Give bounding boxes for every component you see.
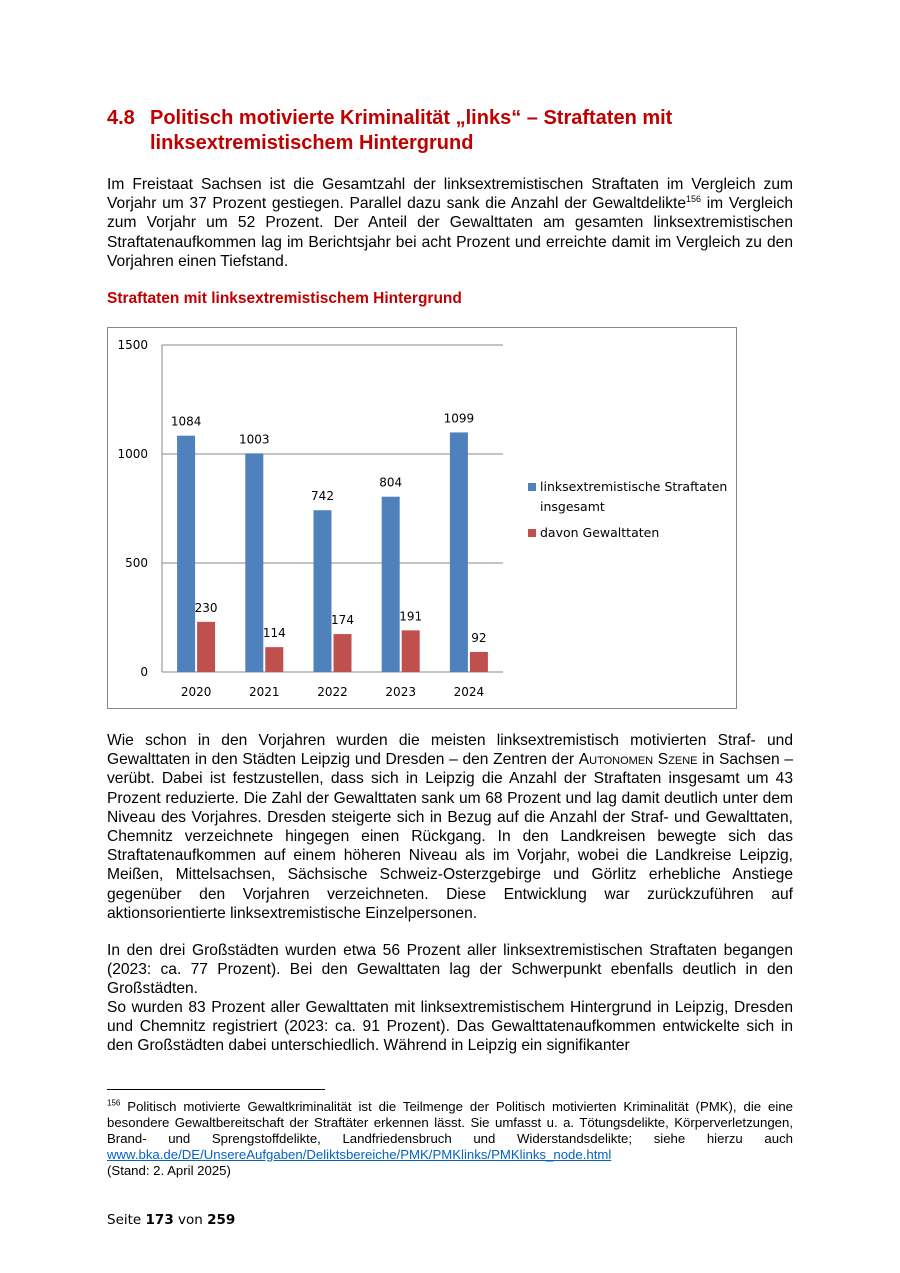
- y-tick-label: 1500: [117, 338, 148, 352]
- current-page: 173: [145, 1212, 174, 1228]
- data-label-total: 1084: [170, 414, 202, 429]
- data-label-violent: 114: [262, 626, 286, 641]
- total-pages: 259: [207, 1212, 236, 1228]
- bar-violent: [334, 634, 352, 672]
- bar-violent: [265, 647, 283, 672]
- x-tick-label: 2023: [385, 685, 416, 699]
- paragraph-gewalttaten: So wurden 83 Prozent aller Gewalttaten mit linksextremistischem Hintergrund in Leipzig, Dresden und Chemnitz registriert (2023: ca. 91 Prozent). Das Gewalttatenaufkommen entwickelte sich in den Großstädten dabei unterschiedlich. Während in Leipzig ein signifikanter: [107, 999, 793, 1055]
- data-label-violent: 92: [471, 630, 487, 645]
- x-tick-label: 2022: [317, 685, 348, 699]
- footnote-separator: [107, 1089, 325, 1090]
- intro-paragraph: Im Freistaat Sachsen ist die Gesamtzahl der linksextremistischen Straftaten im Vergleich zum Vorjahr um 37 Prozent gestiegen. Parallel dazu sank die Anzahl der Gewaltdelikte$^{156}$ im Vergleich zum Vorjahr um 52 Prozent. Der Anteil der Gewalttaten am gesamten linksextremistischen Straftatenaufkommen lag im Berichtsjahr bei acht Prozent und erreichte damit im Vergleich zu den Vorjahren einen Tiefstand.: [107, 176, 793, 270]
- y-tick-label: 1000: [117, 447, 148, 461]
- legend-swatch-violent: [528, 529, 536, 537]
- x-tick-label: 2024: [453, 685, 485, 699]
- bar-violent: [470, 652, 488, 672]
- legend-item-total: linksextremistische Straftaten insgesamt: [528, 477, 728, 517]
- autonome-szene-term: Autonomen Szene: [578, 751, 698, 769]
- y-tick-label: 500: [125, 556, 148, 570]
- bar-total: [382, 497, 400, 672]
- footnote: $^{156}$ Politisch motivierte Gewaltkriminalität ist die Teilmenge der Politisch motivierten Kriminalität (PMK), die eine besondere Gewaltbereitschaft der Straftäter erkennen lässt. Sie umfasst u. a. Tötungsdelikte, Körperverletzungen, Brand- und Sprengstoffdelikte, Landfriedensbruch und Widerstandsdelikte; siehe hierzu auch www.bka.de/DE/UnsereAufgaben/Deliktsbereiche/PMK/PMKlinks/PMKlinks_node.html (Stand: 2. April 2025): [107, 1098, 793, 1178]
- section-number: 4.8: [107, 107, 135, 129]
- y-tick-label: 0: [140, 665, 148, 679]
- data-label-total: 1099: [443, 411, 475, 426]
- data-label-total: 804: [379, 475, 403, 490]
- bar-violent: [402, 630, 420, 672]
- bar-total: [450, 432, 468, 672]
- section-title: Politisch motivierte Kriminalität „links“ – Straftaten mit linksextremistischem Hintergrund: [150, 107, 673, 154]
- data-label-violent: 174: [331, 613, 354, 628]
- footnote-marker: 156: [107, 1098, 121, 1108]
- data-label-violent: 230: [194, 600, 218, 615]
- legend-swatch-total: [528, 483, 536, 491]
- legend-item-violent: davon Gewalttaten: [528, 523, 728, 543]
- data-label-total: 1003: [239, 432, 270, 447]
- chart-heading: Straftaten mit linksextremistischem Hintergrund: [107, 290, 462, 307]
- chart-legend: [528, 477, 728, 549]
- bar-total: [245, 453, 263, 672]
- page-number: Seite 173 von 259: [107, 1212, 236, 1228]
- bar-chart: [107, 327, 737, 709]
- x-tick-label: 2020: [180, 685, 212, 699]
- data-label-violent: 191: [399, 609, 423, 624]
- footnote-link[interactable]: www.bka.de/DE/UnsereAufgaben/Deliktsbereiche/PMK/PMKlinks/PMKlinks_node.html: [107, 1147, 612, 1162]
- bar-violent: [197, 622, 215, 672]
- x-tick-label: 2021: [249, 685, 280, 699]
- bar-total: [177, 436, 195, 672]
- paragraph-grossstaedte: In den drei Großstädten wurden etwa 56 Prozent aller linksextremistischen Straftaten begangen (2023: ca. 77 Prozent). Bei den Gewalttaten lag der Schwerpunkt ebenfalls deutlich in den Großstädten.: [107, 942, 793, 998]
- bar-total: [314, 510, 332, 672]
- data-label-total: 742: [311, 489, 334, 504]
- paragraph-cities: Wie schon in den Vorjahren wurden die meisten linksextremistisch motivierten Straf- und Gewalttaten in den Städten Leipzig und Dresden – den Zentren der Autonomen Szene in Sachsen – verübt. Dabei ist festzustellen, dass sich in Leipzig die Anzahl der Straftaten insgesamt um 43 Prozent reduzierte. Die Zahl der Gewalttaten sank um 68 Prozent und lag damit deutlich unter dem Niveau des Vorjahres. Dresden steigerte sich in Bezug auf die Anzahl der Straf- und Gewalttaten, Chemnitz verzeichnete hingegen einen Rückgang. In den Landkreisen bewegte sich das Straftatenaufkommen auf einem höheren Niveau als im Vorjahr, wobei die Landkreise Leipzig, Meißen, Mittelsachsen, Sächsische Schweiz-Osterzgebirge und Görlitz erhebliche Anstiege gegenüber den Vorjahren verzeichneten. Diese Entwicklung war zurückzuführen auf aktionsorientierte linksextremistische Einzelpersonen.: [107, 732, 793, 922]
- section-heading: [107, 106, 807, 156]
- footnote-reference[interactable]: 156: [686, 194, 702, 205]
